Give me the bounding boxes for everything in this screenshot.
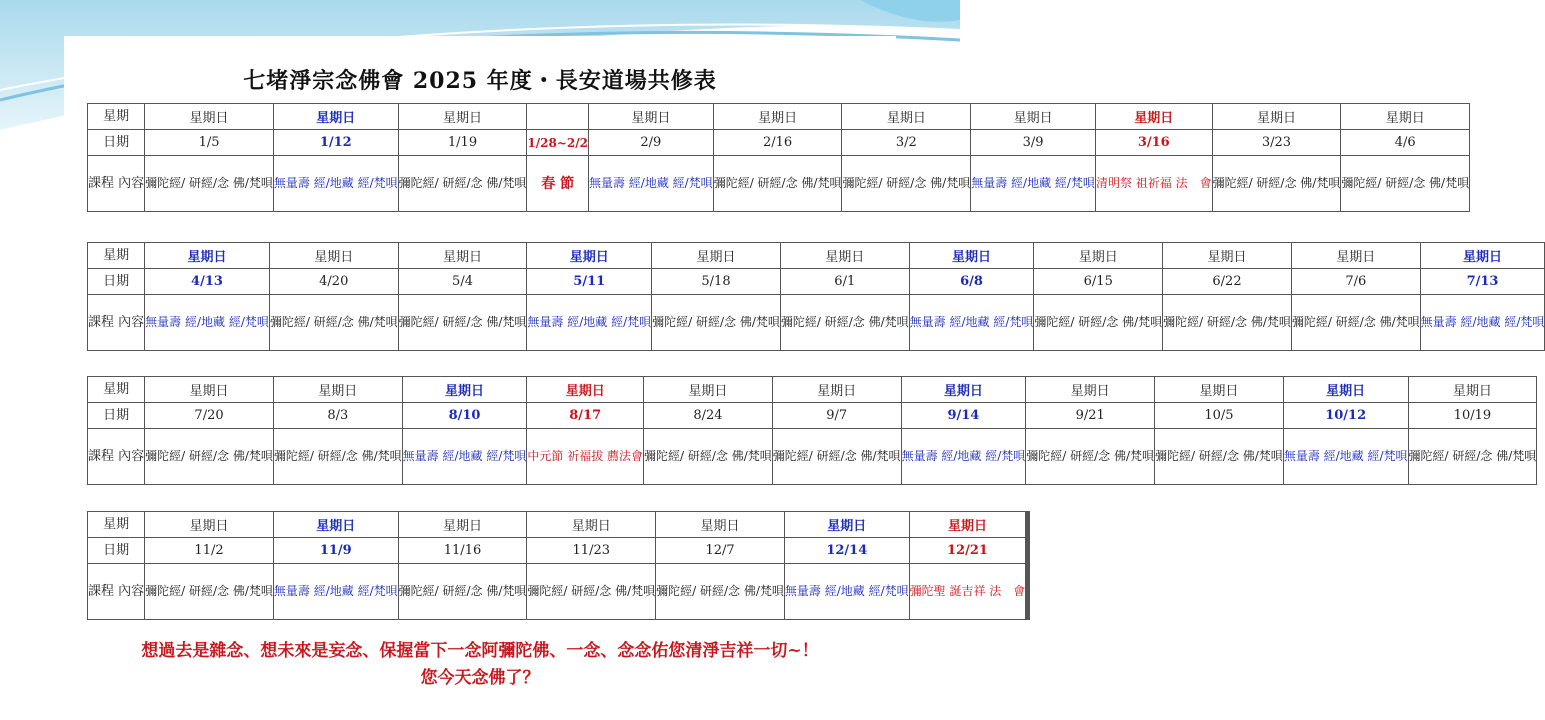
course-cell: 春 節: [527, 156, 589, 212]
date-cell: 1/5: [145, 130, 274, 156]
weekday-cell: 星期日: [145, 377, 274, 403]
schedule-table-1: [87, 103, 1470, 212]
course-cell: 無量壽 經/地藏 經/梵唄: [588, 156, 713, 212]
course-cell: 彌陀經/ 研經/念 佛/梵唄: [398, 295, 527, 351]
weekday-cell: 星期日: [527, 243, 652, 269]
weekday-row: [88, 512, 1030, 538]
course-cell: 彌陀經/ 研經/念 佛/梵唄: [1408, 429, 1537, 485]
date-cell: 6/8: [909, 269, 1034, 295]
course-cell: 彌陀經/ 研經/念 佛/梵唄: [269, 295, 398, 351]
date-cell: 10/19: [1408, 403, 1537, 429]
weekday-cell: 星期日: [909, 243, 1034, 269]
weekday-cell: 星期日: [1341, 104, 1470, 130]
weekday-row-label: 星期: [88, 512, 145, 538]
date-cell: 11/9: [273, 538, 398, 564]
weekday-cell: 星期日: [527, 377, 644, 403]
weekday-cell: 星期日: [1212, 104, 1341, 130]
weekday-cell: 星期日: [145, 243, 270, 269]
date-cell: [1029, 538, 1030, 564]
weekday-row-label: 星期: [88, 243, 145, 269]
date-cell: 8/17: [527, 403, 644, 429]
weekday-cell: 星期日: [398, 104, 527, 130]
course-cell: 無量壽 經/地藏 經/梵唄: [527, 295, 652, 351]
course-row-label: 課程 內容: [88, 429, 145, 485]
course-cell: 彌陀經/ 研經/念 佛/梵唄: [145, 429, 274, 485]
date-cell: 3/23: [1212, 130, 1341, 156]
date-cell: 11/2: [145, 538, 274, 564]
date-cell: 3/16: [1095, 130, 1212, 156]
weekday-cell: 星期日: [1026, 377, 1155, 403]
weekday-cell: [527, 104, 589, 130]
weekday-cell: 星期日: [402, 377, 527, 403]
weekday-cell: 星期日: [780, 243, 909, 269]
weekday-cell: 星期日: [398, 512, 527, 538]
weekday-row-label: 星期: [88, 104, 145, 130]
date-row-label: 日期: [88, 403, 145, 429]
weekday-cell: 星期日: [644, 377, 773, 403]
course-cell: 無量壽 經/地藏 經/梵唄: [1420, 295, 1545, 351]
schedule-table-2: [87, 242, 1545, 351]
course-row-label: 課程 內容: [88, 564, 145, 620]
date-cell: 9/7: [772, 403, 901, 429]
course-cell: 無量壽 經/地藏 經/梵唄: [402, 429, 527, 485]
footer-question: 您今天念佛了？: [420, 668, 540, 688]
course-cell: 無量壽 經/地藏 經/梵唄: [901, 429, 1026, 485]
course-row: [88, 429, 1537, 485]
course-cell: 無量壽 經/地藏 經/梵唄: [273, 156, 398, 212]
weekday-cell: 星期日: [1095, 104, 1212, 130]
course-cell: 無量壽 經/地藏 經/梵唄: [145, 295, 270, 351]
course-row: [88, 564, 1030, 620]
date-cell: 11/23: [527, 538, 656, 564]
course-cell: 彌陀經/ 研經/念 佛/梵唄: [1291, 295, 1420, 351]
course-cell: 無量壽 經/地藏 經/梵唄: [909, 295, 1034, 351]
schedule-table-3: [87, 376, 1537, 485]
date-cell: 11/16: [398, 538, 527, 564]
date-row: [88, 403, 1537, 429]
course-cell: 彌陀經/ 研經/念 佛/梵唄: [780, 295, 909, 351]
date-cell: 3/9: [971, 130, 1096, 156]
date-cell: 10/12: [1283, 403, 1408, 429]
weekday-cell: 星期日: [1155, 377, 1284, 403]
schedule-table-4: [87, 511, 1030, 620]
date-row: [88, 130, 1470, 156]
course-cell: 彌陀經/ 研經/念 佛/梵唄: [527, 564, 656, 620]
course-cell: 彌陀經/ 研經/念 佛/梵唄: [1155, 429, 1284, 485]
date-cell: 4/13: [145, 269, 270, 295]
date-cell: 5/18: [652, 269, 781, 295]
course-cell: 彌陀經/ 研經/念 佛/梵唄: [1034, 295, 1163, 351]
weekday-cell: 星期日: [1163, 243, 1292, 269]
date-cell: 3/2: [842, 130, 971, 156]
date-cell: 2/16: [713, 130, 842, 156]
weekday-cell: 星期日: [273, 377, 402, 403]
date-cell: 2/9: [588, 130, 713, 156]
weekday-cell: 星期日: [527, 512, 656, 538]
course-cell: 彌陀聖 誕吉祥 法 會: [909, 564, 1026, 620]
course-cell: 彌陀經/ 研經/念 佛/梵唄: [656, 564, 785, 620]
course-cell: 彌陀經/ 研經/念 佛/梵唄: [145, 156, 274, 212]
weekday-cell: 星期日: [784, 512, 909, 538]
date-row-label: 日期: [88, 130, 145, 156]
course-cell: [1029, 564, 1030, 620]
course-row-label: 課程 內容: [88, 295, 145, 351]
weekday-cell: 星期日: [901, 377, 1026, 403]
date-cell: 12/21: [909, 538, 1026, 564]
date-cell: 8/10: [402, 403, 527, 429]
weekday-cell: 星期日: [1420, 243, 1545, 269]
date-cell: 6/15: [1034, 269, 1163, 295]
date-cell: 1/19: [398, 130, 527, 156]
weekday-cell: 星期日: [656, 512, 785, 538]
course-cell: 彌陀經/ 研經/念 佛/梵唄: [1163, 295, 1292, 351]
date-cell: 4/20: [269, 269, 398, 295]
date-row-label: 日期: [88, 538, 145, 564]
date-row: [88, 269, 1545, 295]
weekday-cell: 星期日: [1408, 377, 1537, 403]
course-cell: 彌陀經/ 研經/念 佛/梵唄: [772, 429, 901, 485]
weekday-cell: 星期日: [145, 104, 274, 130]
weekday-row-label: 星期: [88, 377, 145, 403]
date-cell: 12/14: [784, 538, 909, 564]
course-cell: 彌陀經/ 研經/念 佛/梵唄: [1026, 429, 1155, 485]
course-row-label: 課程 內容: [88, 156, 145, 212]
weekday-cell: 星期日: [909, 512, 1026, 538]
course-cell: 清明祭 祖祈福 法 會: [1095, 156, 1212, 212]
course-row: [88, 295, 1545, 351]
weekday-cell: 星期日: [398, 243, 527, 269]
date-cell: 6/22: [1163, 269, 1292, 295]
weekday-cell: 星期日: [1291, 243, 1420, 269]
date-cell: 6/1: [780, 269, 909, 295]
weekday-cell: 星期日: [1283, 377, 1408, 403]
date-cell: 7/13: [1420, 269, 1545, 295]
course-cell: 彌陀經/ 研經/念 佛/梵唄: [1341, 156, 1470, 212]
course-cell: 彌陀經/ 研經/念 佛/梵唄: [713, 156, 842, 212]
footer-verse: 想過去是雜念、想未來是妄念、保握當下一念阿彌陀佛、一念、念念佑您清淨吉祥一切~！: [141, 641, 819, 661]
weekday-row: [88, 243, 1545, 269]
date-cell: 7/20: [145, 403, 274, 429]
date-cell: 7/6: [1291, 269, 1420, 295]
course-cell: 彌陀經/ 研經/念 佛/梵唄: [398, 156, 527, 212]
course-row: [88, 156, 1470, 212]
schedule-title: 七堵淨宗念佛會 2025 年度・長安道場共修表: [243, 68, 717, 94]
course-cell: 彌陀經/ 研經/念 佛/梵唄: [644, 429, 773, 485]
weekday-cell: [1029, 512, 1030, 538]
weekday-cell: 星期日: [145, 512, 274, 538]
course-cell: 彌陀經/ 研經/念 佛/梵唄: [273, 429, 402, 485]
course-cell: 彌陀經/ 研經/念 佛/梵唄: [398, 564, 527, 620]
weekday-cell: 星期日: [652, 243, 781, 269]
weekday-cell: 星期日: [971, 104, 1096, 130]
date-cell: 5/4: [398, 269, 527, 295]
course-cell: 無量壽 經/地藏 經/梵唄: [971, 156, 1096, 212]
weekday-cell: 星期日: [713, 104, 842, 130]
date-cell: 9/21: [1026, 403, 1155, 429]
course-cell: 中元節 祈福拔 薦法會: [527, 429, 644, 485]
slide-panel: [64, 36, 1545, 696]
course-cell: 彌陀經/ 研經/念 佛/梵唄: [145, 564, 274, 620]
date-cell: 8/3: [273, 403, 402, 429]
weekday-cell: 星期日: [273, 512, 398, 538]
date-cell: 10/5: [1155, 403, 1284, 429]
date-cell: 8/24: [644, 403, 773, 429]
date-cell: 4/6: [1341, 130, 1470, 156]
course-cell: 無量壽 經/地藏 經/梵唄: [1283, 429, 1408, 485]
weekday-cell: 星期日: [588, 104, 713, 130]
weekday-cell: 星期日: [273, 104, 398, 130]
weekday-cell: 星期日: [772, 377, 901, 403]
weekday-row: [88, 104, 1470, 130]
weekday-cell: 星期日: [269, 243, 398, 269]
course-cell: 彌陀經/ 研經/念 佛/梵唄: [842, 156, 971, 212]
date-cell: 1/12: [273, 130, 398, 156]
course-cell: 無量壽 經/地藏 經/梵唄: [273, 564, 398, 620]
date-row-label: 日期: [88, 269, 145, 295]
course-cell: 彌陀經/ 研經/念 佛/梵唄: [652, 295, 781, 351]
date-cell: 9/14: [901, 403, 1026, 429]
date-row: [88, 538, 1030, 564]
date-cell: 5/11: [527, 269, 652, 295]
course-cell: 彌陀經/ 研經/念 佛/梵唄: [1212, 156, 1341, 212]
weekday-cell: 星期日: [1034, 243, 1163, 269]
date-cell: 12/7: [656, 538, 785, 564]
weekday-cell: 星期日: [842, 104, 971, 130]
course-cell: 無量壽 經/地藏 經/梵唄: [784, 564, 909, 620]
weekday-row: [88, 377, 1537, 403]
date-cell: 1/28~2/2: [527, 130, 589, 156]
